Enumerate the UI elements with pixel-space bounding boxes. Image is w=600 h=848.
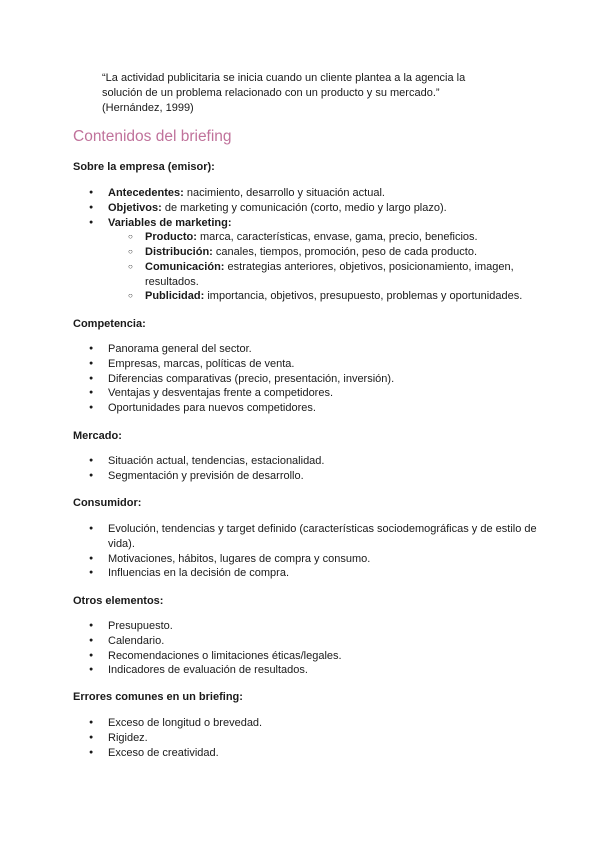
quote-line: “La actividad publicitaria se inicia cuando un cliente plantea a la agencia la [102,72,466,84]
item-label: Variables de marketing: [108,216,232,229]
list-item: ● Diferencias comparativas (precio, presentación, inversión). [73,372,543,387]
list-item: ● Exceso de longitud o brevedad. [73,716,543,731]
sublist-item [108,230,543,245]
sublist-item [108,260,543,290]
list-item: ● Indicadores de evaluación de resultados. [73,663,543,678]
sublist-item [108,245,543,260]
list-consumidor [73,522,543,581]
list-item: ● Recomendaciones o limitaciones éticas/legales. [73,649,543,664]
heading-mercado: Mercado: [73,430,122,442]
list-item: ● Empresas, marcas, políticas de venta. [73,357,543,372]
quote-line: solución de un problema relacionado con un producto y su mercado.” [102,87,440,99]
item-text: marca, características, envase, gama, precio, beneficios. [200,231,478,244]
heading-competencia: Competencia: [73,318,146,330]
list-item: ● Oportunidades para nuevos competidores. [73,401,543,416]
sublist-item [108,289,543,304]
section-title: Contenidos del briefing [73,128,232,145]
list-mercado [73,454,543,484]
list-item: ● Rigidez. [73,731,543,746]
item-label: Comunicación: [145,260,225,273]
list-item: ● Motivaciones, hábitos, lugares de compra y consumo. [73,552,543,567]
item-label: Producto: [145,231,197,244]
sublist-variables [108,230,543,304]
list-item: ● Exceso de creatividad. [73,746,543,761]
list-item: ● Panorama general del sector. [73,342,543,357]
heading-consumidor: Consumidor: [73,497,142,509]
list-item: ● Segmentación y previsión de desarrollo. [73,469,543,484]
item-text: estrategias anteriores, objetivos, posicionamiento, imagen, resultados. [145,260,514,288]
list-empresa [73,186,543,304]
list-item: ● Influencias en la decisión de compra. [73,566,543,581]
heading-otros: Otros elementos: [73,595,164,607]
item-label: Distribución: [145,246,213,258]
list-item: ● Calendario. [73,634,543,649]
list-competencia [73,342,543,416]
quote-citation: (Hernández, 1999) [102,102,194,114]
item-text: de marketing y comunicación (corto, medio y largo plazo). [164,201,447,214]
list-item [73,216,543,305]
list-item: ● Situación actual, tendencias, estacionalidad. [73,454,543,469]
item-text: canales, tiempos, promoción, peso de cada producto. [215,246,478,258]
item-label: Objetivos: [108,201,162,214]
item-label: Antecedentes: [108,187,184,199]
list-item [73,201,543,216]
heading-empresa: Sobre la empresa (emisor): [73,161,215,173]
heading-errores: Errores comunes en un briefing: [73,691,243,703]
list-item: ● Presupuesto. [73,619,543,634]
list-errores [73,716,543,760]
list-item [73,186,543,201]
list-otros [73,619,543,678]
quote-block [102,71,522,116]
list-item: ● Evolución, tendencias y target definido (características sociodemográficas y de estilo de vida). [73,522,543,552]
item-text: nacimiento, desarrollo y situación actual. [186,187,385,199]
item-label: Publicidad: [145,290,205,303]
list-item: ● Ventajas y desventajas frente a competidores. [73,386,543,401]
item-text: importancia, objetivos, presupuesto, problemas y oportunidades. [207,290,523,303]
